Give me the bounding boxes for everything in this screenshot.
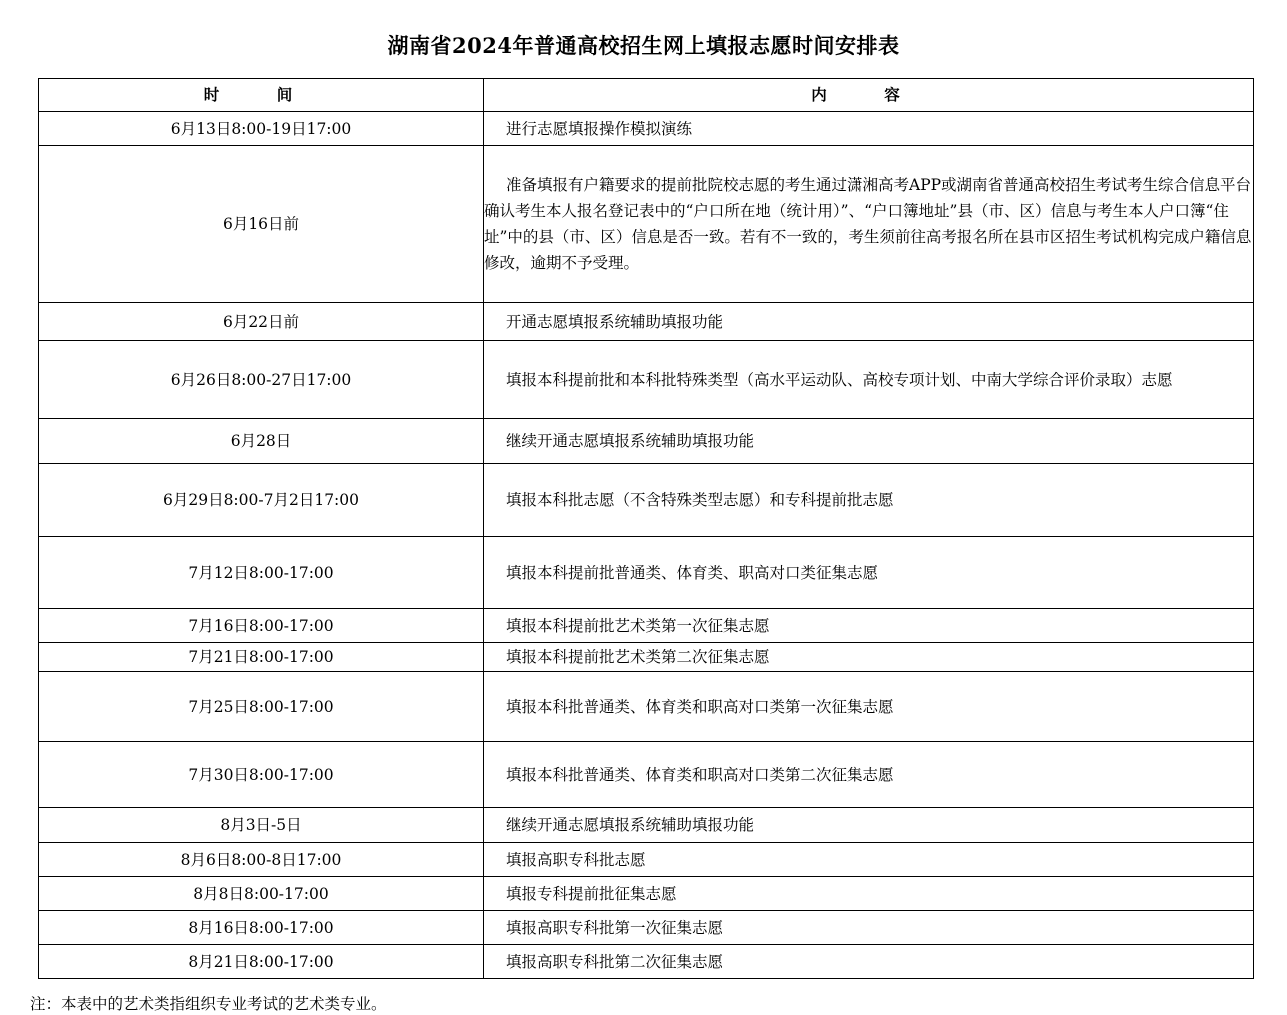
header-time: 时 间 — [39, 79, 484, 112]
page-title: 湖南省2024年普通高校招生网上填报志愿时间安排表 — [387, 33, 900, 58]
row-content: 填报高职专科批志愿 — [484, 843, 1254, 877]
table-row — [39, 537, 1254, 609]
row-time: 6月16日前 — [39, 146, 484, 303]
row-content: 进行志愿填报操作模拟演练 — [484, 112, 1254, 146]
table-row — [39, 843, 1254, 877]
table-row — [39, 609, 1254, 643]
row-content: 继续开通志愿填报系统辅助填报功能 — [484, 808, 1254, 843]
row-time: 7月25日8:00-17:00 — [39, 672, 484, 742]
row-time: 8月16日8:00-17:00 — [39, 911, 484, 945]
row-time: 8月3日-5日 — [39, 808, 484, 843]
row-time: 8月8日8:00-17:00 — [39, 877, 484, 911]
row-time: 6月29日8:00-7月2日17:00 — [39, 464, 484, 537]
table-row — [39, 945, 1254, 979]
table-row — [39, 112, 1254, 146]
table-row — [39, 877, 1254, 911]
table-row — [39, 419, 1254, 464]
header-content: 内 容 — [484, 79, 1254, 112]
row-time: 6月26日8:00-27日17:00 — [39, 341, 484, 419]
row-time: 7月16日8:00-17:00 — [39, 609, 484, 643]
row-time: 8月6日8:00-8日17:00 — [39, 843, 484, 877]
row-content: 填报本科提前批艺术类第二次征集志愿 — [484, 643, 1254, 672]
row-content: 填报本科批普通类、体育类和职高对口类第一次征集志愿 — [484, 672, 1254, 742]
table-row — [39, 464, 1254, 537]
row-content: 填报高职专科批第一次征集志愿 — [484, 911, 1254, 945]
row-time: 7月12日8:00-17:00 — [39, 537, 484, 609]
footnote: 注：本表中的艺术类指组织专业考试的艺术类专业。 — [30, 995, 387, 1013]
row-content: 填报本科提前批艺术类第一次征集志愿 — [484, 609, 1254, 643]
table-row — [39, 808, 1254, 843]
row-time: 6月22日前 — [39, 303, 484, 341]
table-row — [39, 911, 1254, 945]
row-content: 填报本科批志愿（不含特殊类型志愿）和专科提前批志愿 — [484, 464, 1254, 537]
row-content: 开通志愿填报系统辅助填报功能 — [484, 303, 1254, 341]
table-header-row — [39, 79, 1254, 112]
row-content: 准备填报有户籍要求的提前批院校志愿的考生通过潇湘高考APP或湖南省普通高校招生考试考生综合信息平台确认考生本人报名登记表中的“户口所在地（统计用）”、“户口簿地址”县（市、区）信息与考生本人户口簿“住址”中的县（市、区）信息是否一致。若有不一致的，考生须前往高考报名所在县市区招生考试机构完成户籍信息修改，逾期不予受理。 — [484, 146, 1254, 303]
row-time: 7月21日8:00-17:00 — [39, 643, 484, 672]
table-row — [39, 341, 1254, 419]
row-content: 填报本科批普通类、体育类和职高对口类第二次征集志愿 — [484, 742, 1254, 808]
table-row — [39, 643, 1254, 672]
table-row — [39, 303, 1254, 341]
row-time: 6月28日 — [39, 419, 484, 464]
table-row — [39, 742, 1254, 808]
row-time: 7月30日8:00-17:00 — [39, 742, 484, 808]
table-row — [39, 672, 1254, 742]
row-time: 6月13日8:00-19日17:00 — [39, 112, 484, 146]
row-content: 继续开通志愿填报系统辅助填报功能 — [484, 419, 1254, 464]
row-time: 8月21日8:00-17:00 — [39, 945, 484, 979]
row-content: 填报专科提前批征集志愿 — [484, 877, 1254, 911]
row-content: 填报高职专科批第二次征集志愿 — [484, 945, 1254, 979]
schedule-table — [38, 78, 1254, 979]
table-row — [39, 146, 1254, 303]
row-content: 填报本科提前批普通类、体育类、职高对口类征集志愿 — [484, 537, 1254, 609]
row-content: 填报本科提前批和本科批特殊类型（高水平运动队、高校专项计划、中南大学综合评价录取）志愿 — [484, 341, 1254, 419]
